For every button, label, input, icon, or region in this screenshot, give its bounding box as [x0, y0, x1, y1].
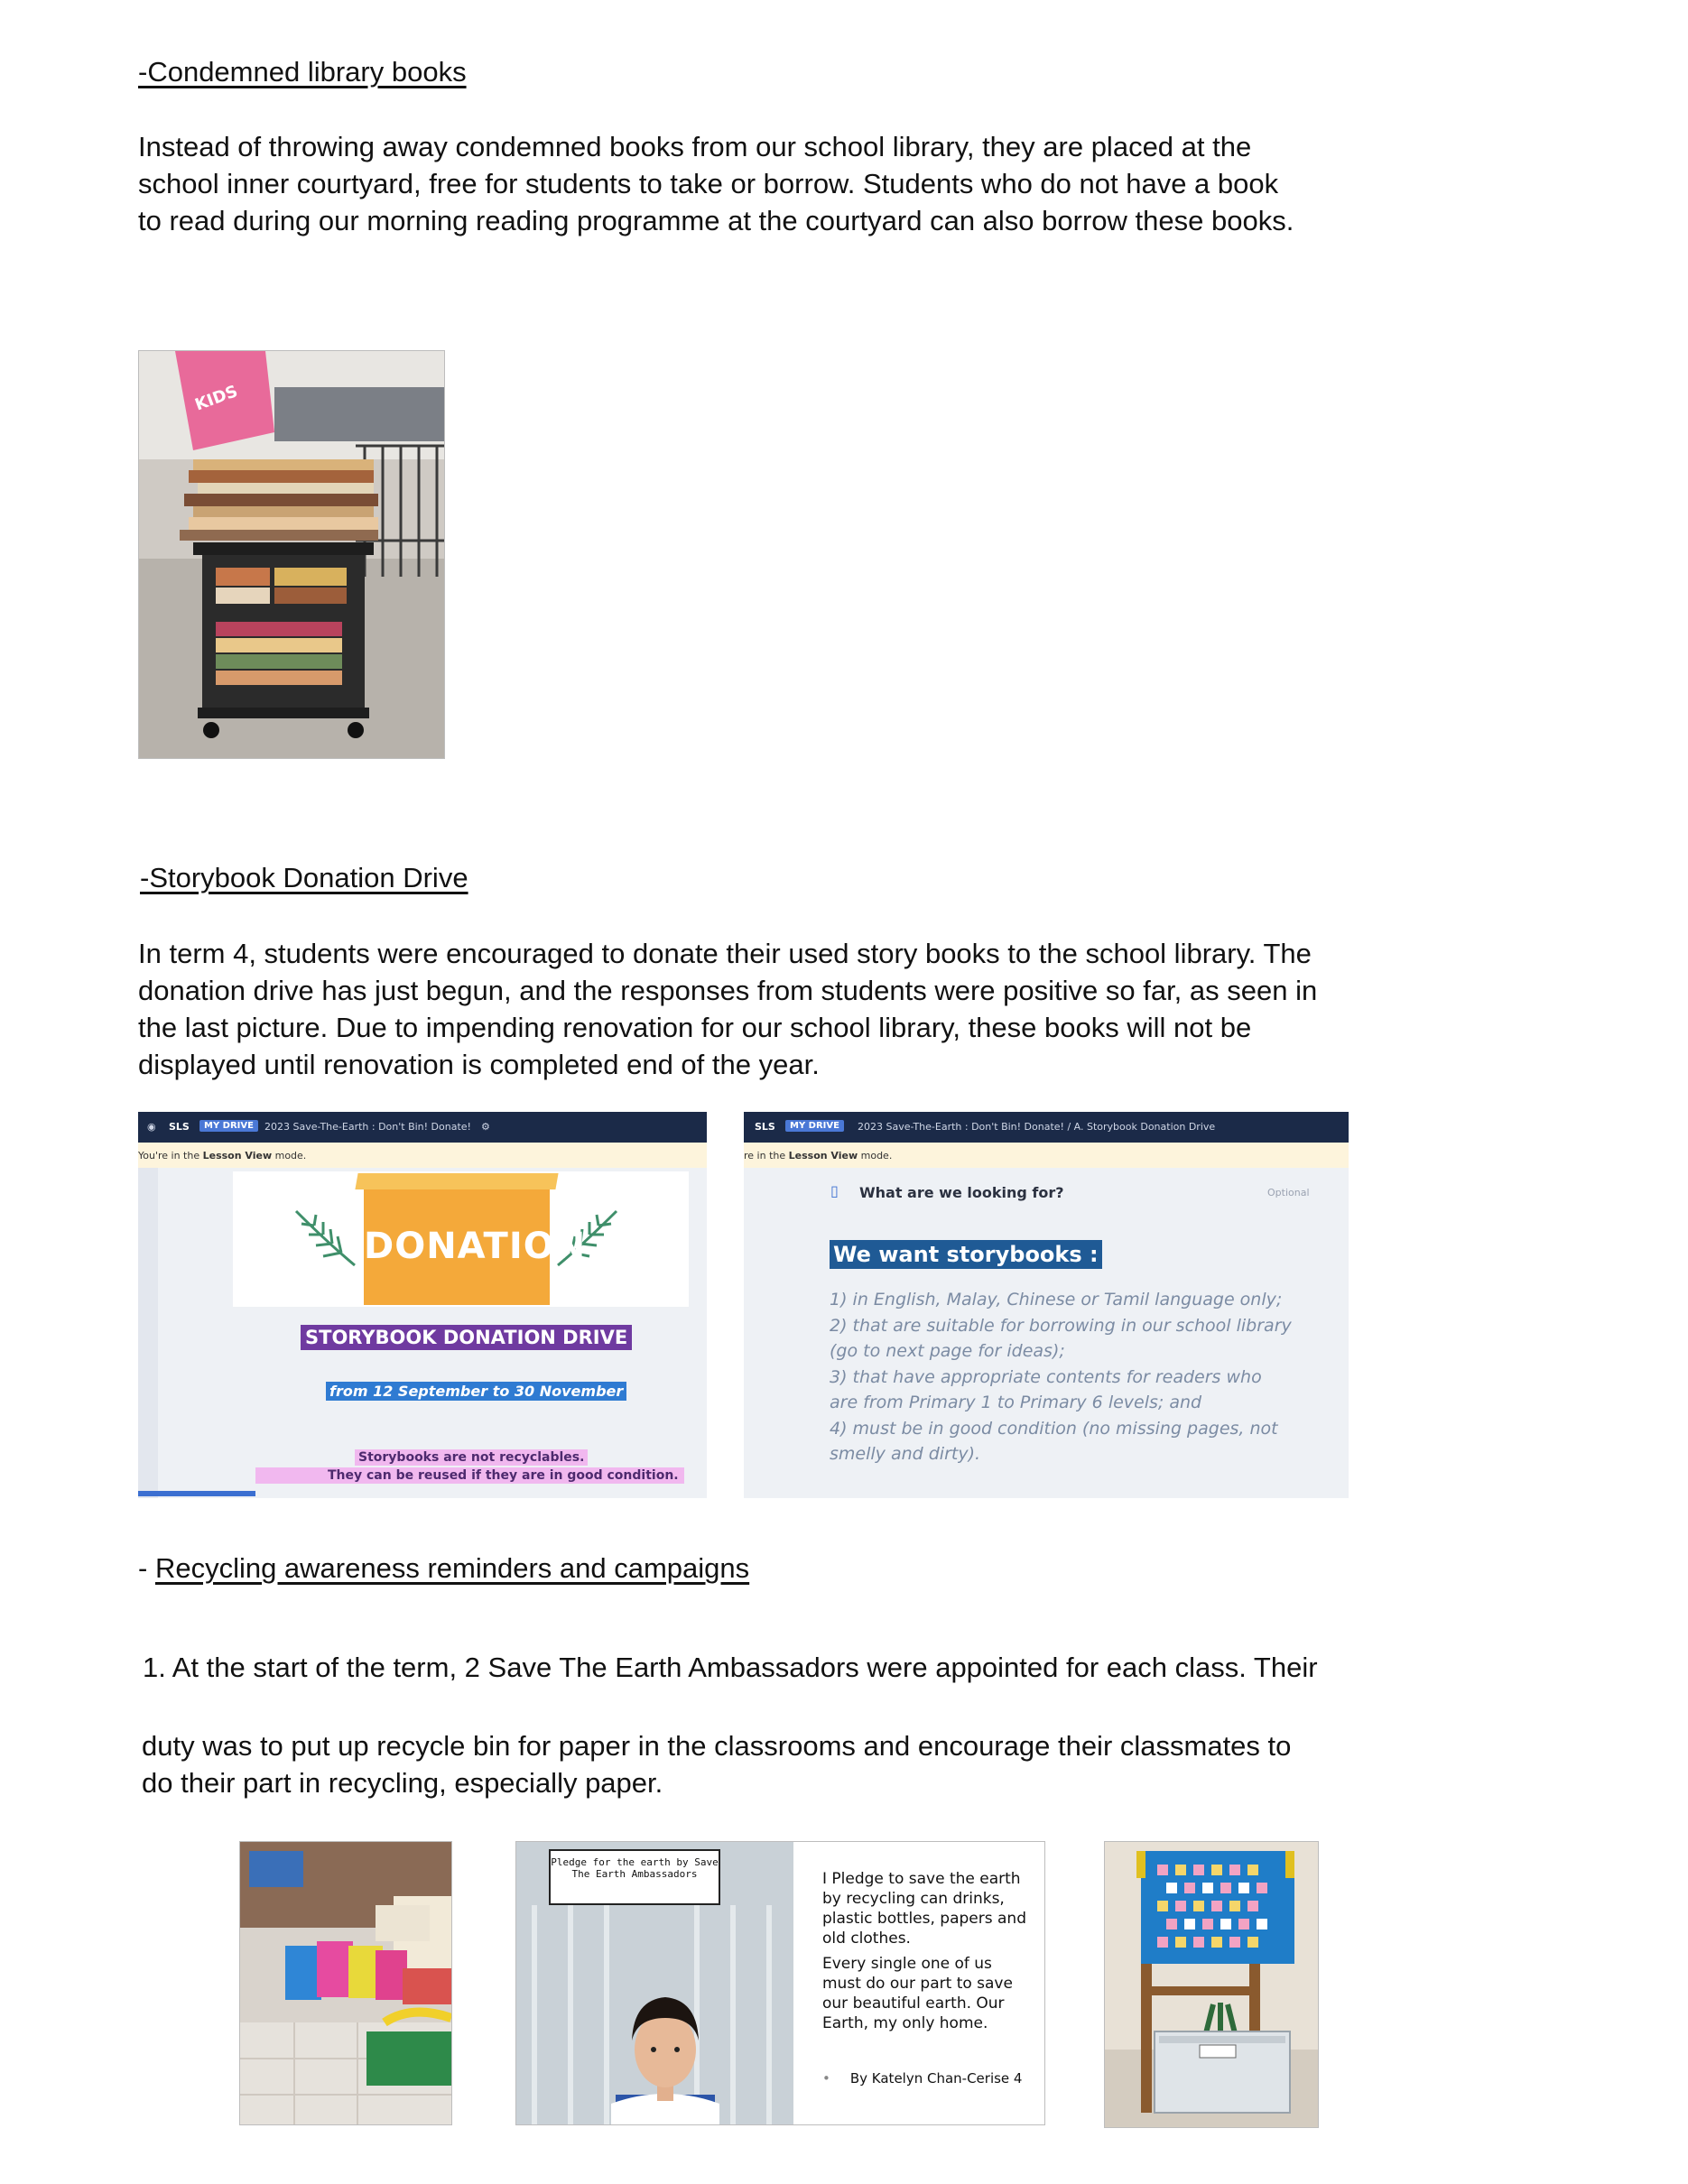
mode-suffix: mode. [860, 1150, 893, 1161]
mode-bold: Lesson View [788, 1150, 858, 1161]
book-cart-photo [138, 350, 445, 759]
recycle-bins-photo [239, 1841, 452, 2125]
criteria-list [830, 1287, 1335, 1467]
pledge-screenshot [515, 1841, 1045, 2125]
bag-logo-text: KIDS [192, 382, 241, 415]
mode-prefix: re in the [744, 1150, 786, 1161]
donation-word: DONATION [364, 1226, 587, 1267]
criteria-screenshot [744, 1112, 1349, 1498]
criteria-line: 3) that have appropriate contents for readers who [830, 1366, 1262, 1387]
sls-topbar [744, 1112, 1349, 1143]
text-line: the last picture. Due to impending renovation for our school library, these books will not be [138, 1012, 1252, 1043]
donation-box-icon [364, 1189, 587, 1305]
mode-prefix: You're in the [138, 1150, 200, 1161]
gear-icon: ⚙ [481, 1121, 490, 1133]
pledge-paragraph-2: Every single one of us must do our part to save our beautiful earth. Our Earth, my only home. [822, 1955, 1013, 2032]
mode-bold: Lesson View [202, 1150, 273, 1161]
my-drive-badge: MY DRIVE [785, 1120, 844, 1132]
criteria-line: (go to next page for ideas); [830, 1341, 1065, 1361]
box-flap [355, 1173, 558, 1189]
want-heading: We want storybooks : [830, 1240, 1102, 1269]
recycle-note-2: They can be reused if they are in good condition. [255, 1467, 684, 1484]
criteria-line: 4) must be in good condition (no missing pages, not [830, 1418, 1278, 1439]
pledge-paragraph-1: I Pledge to save the earth by recycling can drinks, plastic bottles, papers and old clothes. [822, 1870, 1026, 1948]
mode-suffix: mode. [274, 1150, 307, 1161]
lesson-title: 2023 Save-The-Earth : Don't Bin! Donate! [264, 1121, 471, 1133]
text-line: Instead of throwing away condemned books from our school library, they are placed at the [138, 131, 1252, 162]
pledge-byline: By Katelyn Chan-Cerise 4 [849, 2070, 1023, 2087]
drive-dates: from 12 September to 30 November [326, 1382, 626, 1401]
donation-paragraph [138, 935, 1402, 1083]
condemned-paragraph [138, 128, 1384, 239]
pledge-sign: Pledge for the earth by Save The Earth Ambassadors [549, 1849, 720, 1905]
lesson-mode-bar [744, 1143, 1349, 1168]
drive-title: STORYBOOK DONATION DRIVE [301, 1325, 632, 1350]
text-line: displayed until renovation is completed end of the year. [138, 1049, 820, 1080]
left-leaf-icon [292, 1202, 364, 1274]
recycling-heading: Recycling awareness reminders and campaigns [154, 1552, 750, 1584]
criteria-line: smelly and dirty). [830, 1444, 981, 1464]
sls-logo: SLS [169, 1121, 190, 1133]
condemned-heading: -Condemned library books [138, 56, 467, 88]
globe-icon: ◉ [147, 1121, 156, 1133]
text-line: school inner courtyard, free for students to take or borrow. Students who do not have a book [138, 168, 1279, 199]
lesson-mode-bar [138, 1143, 707, 1168]
sls-logo: SLS [755, 1121, 775, 1133]
progress-bar [138, 1491, 255, 1496]
criteria-line: 1) in English, Malay, Chinese or Tamil language only; [830, 1290, 1283, 1309]
criteria-line: 2) that are suitable for borrowing in our school library [830, 1315, 1292, 1336]
pledge-video-frame [516, 1842, 793, 2124]
pledge-text [822, 1869, 1028, 2033]
text-line: duty was to put up recycle bin for paper in the classrooms and encourage their classmates to [142, 1730, 1292, 1762]
question-title: What are we looking for? [859, 1184, 1064, 1201]
text-line: In term 4, students were encouraged to donate their used story books to the school library. The [138, 938, 1312, 969]
sidebar-strip [138, 1168, 158, 1498]
donation-heading: -Storybook Donation Drive [140, 862, 468, 893]
recycling-item-1-continued [142, 1727, 1405, 1801]
text-line: to read during our morning reading programme at the courtyard can also borrow these books. [138, 205, 1294, 236]
lesson-breadcrumb: 2023 Save-The-Earth : Don't Bin! Donate! / A. Storybook Donation Drive [858, 1121, 1216, 1133]
recycling-item-1-line-1: 1. At the start of the term, 2 Save The Earth Ambassadors were appointed for each class. Their [143, 1652, 1318, 1683]
pledge-byline-row: • By Katelyn Chan-Cerise 4 [822, 2070, 1023, 2087]
recycle-note-1: Storybooks are not recyclables. [355, 1449, 588, 1466]
criteria-line: are from Primary 1 to Primary 6 levels; and [830, 1393, 1202, 1412]
document-icon: ▯ [830, 1182, 839, 1199]
recycling-heading-row [138, 1552, 749, 1585]
sls-topbar [138, 1112, 707, 1143]
donation-banner-screenshot [138, 1112, 707, 1498]
checkerboard-tub-photo [1104, 1841, 1319, 2128]
my-drive-badge: MY DRIVE [199, 1120, 258, 1132]
recycling-dash: - [138, 1552, 155, 1584]
text-line: donation drive has just begun, and the responses from students were positive so far, as seen in [138, 975, 1318, 1006]
text-line: do their part in recycling, especially paper. [142, 1767, 663, 1799]
optional-label: Optional [1267, 1187, 1310, 1198]
